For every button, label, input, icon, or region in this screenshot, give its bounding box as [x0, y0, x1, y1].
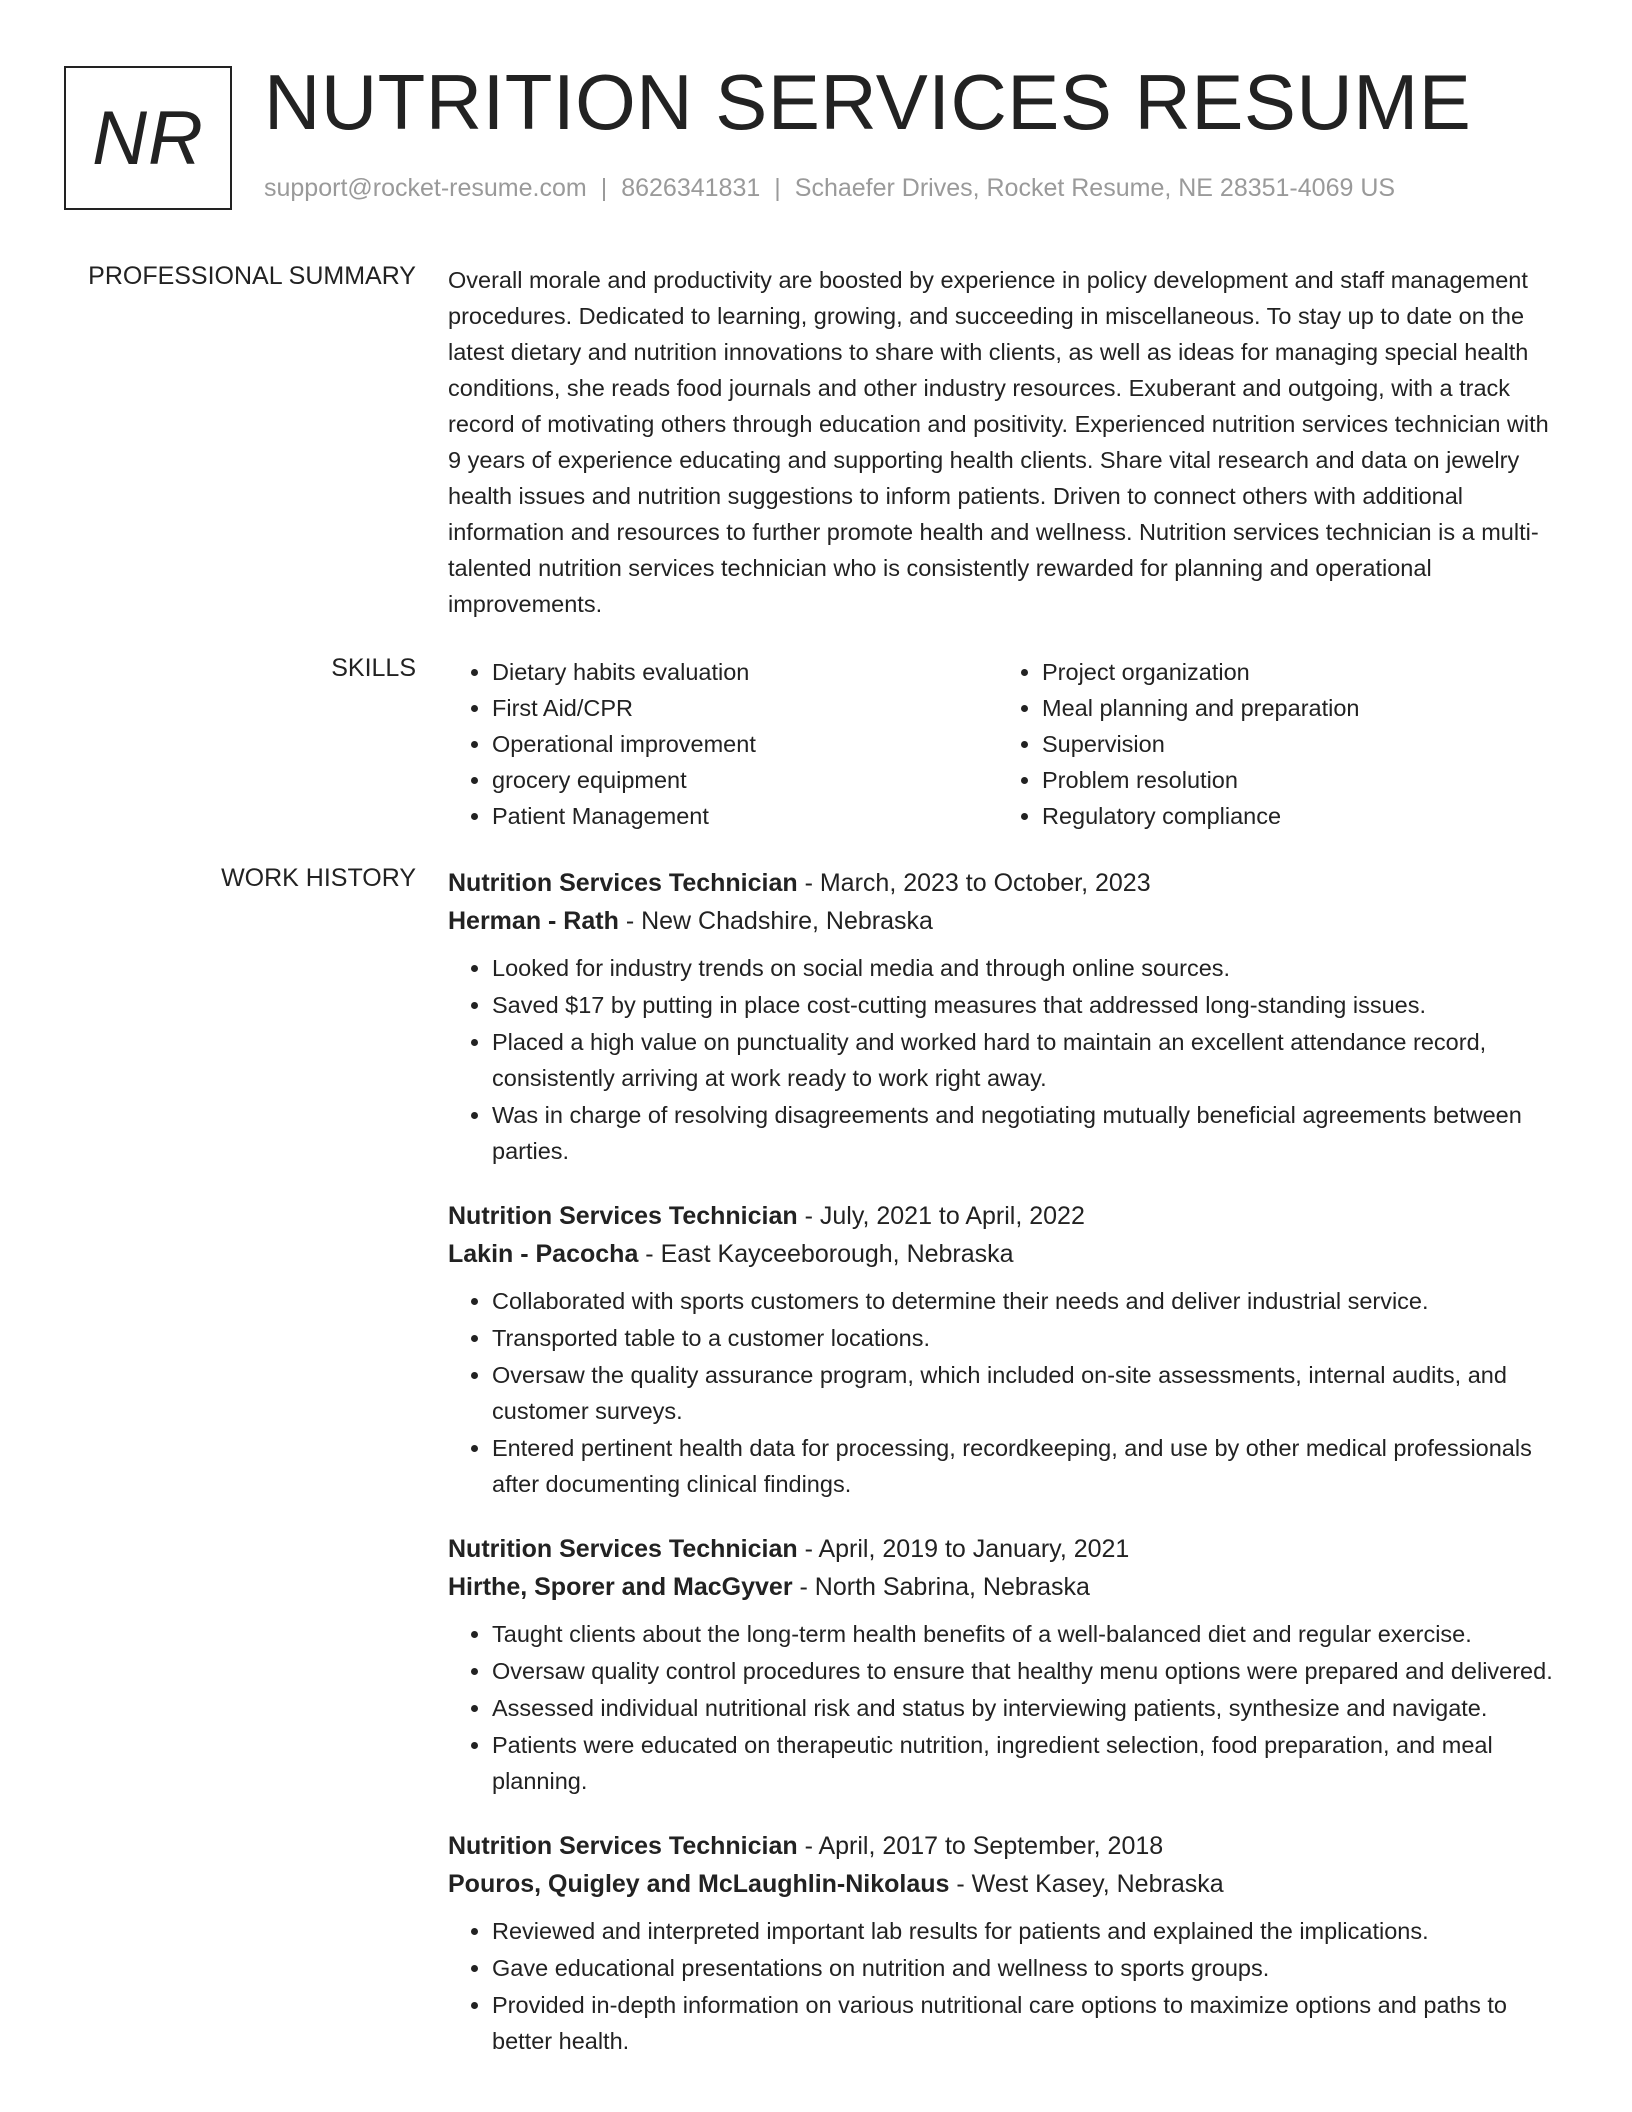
contact-address: Schaefer Drives, Rocket Resume, NE 28351-4069 US	[794, 174, 1396, 202]
skill-item: • grocery equipment	[492, 762, 998, 798]
job-bullet: • Entered pertinent health data for processing, recordkeeping, and use by other medical professionals after documenting clinical findings.	[492, 1430, 1568, 1502]
separator: |	[600, 174, 608, 202]
job-bullets	[448, 1616, 1568, 1799]
skills-list-right	[998, 654, 1548, 834]
job-bullet: • Gave educational presentations on nutrition and wellness to sports groups.	[492, 1950, 1568, 1986]
job-bullet: • Taught clients about the long-term health benefits of a well-balanced diet and regular exercise.	[492, 1616, 1568, 1652]
skill-item: • Problem resolution	[1042, 762, 1548, 798]
skill-item: • Dietary habits evaluation	[492, 654, 998, 690]
monogram: NR	[64, 66, 232, 210]
job-bullet: • Collaborated with sports customers to determine their needs and deliver industrial service.	[492, 1283, 1568, 1319]
skill-item: • Patient Management	[492, 798, 998, 834]
page-title: NUTRITION SERVICES RESUME	[264, 58, 1472, 146]
skill-item: • Supervision	[1042, 726, 1548, 762]
job-dates: - July, 2021 to April, 2022	[797, 1202, 1085, 1230]
job-location: - East Kayceeborough, Nebraska	[638, 1240, 1014, 1268]
job-bullet: • Placed a high value on punctuality and worked hard to maintain an excellent attendance record, consistently arriving at work ready to work right away.	[492, 1024, 1568, 1096]
job-title: Nutrition Services Technician	[448, 1535, 798, 1563]
job-company: Herman - Rath	[448, 907, 619, 935]
job-entry	[448, 864, 1568, 1169]
job-location: - West Kasey, Nebraska	[949, 1870, 1224, 1898]
job-dates: - April, 2017 to September, 2018	[797, 1832, 1164, 1860]
section-label: WORK HISTORY	[221, 864, 416, 892]
separator: |	[774, 174, 781, 202]
job-entry	[448, 1197, 1568, 1502]
job-company: Hirthe, Sporer and MacGyver	[448, 1573, 793, 1601]
skill-item: • Operational improvement	[492, 726, 998, 762]
job-title: Nutrition Services Technician	[448, 1202, 798, 1230]
job-bullets	[448, 950, 1568, 1169]
job-bullet: • Oversaw quality control procedures to ensure that healthy menu options were prepared and delivered.	[492, 1653, 1568, 1689]
skill-item: • Regulatory compliance	[1042, 798, 1548, 834]
skills-list-left	[448, 654, 998, 834]
job-company: Pouros, Quigley and McLaughlin-Nikolaus	[448, 1870, 950, 1898]
job-location: - New Chadshire, Nebraska	[618, 907, 933, 935]
job-bullet: • Looked for industry trends on social media and through online sources.	[492, 950, 1568, 986]
skill-item: • Project organization	[1042, 654, 1548, 690]
job-dates: - March, 2023 to October, 2023	[797, 869, 1151, 897]
job-bullet: • Reviewed and interpreted important lab results for patients and explained the implications.	[492, 1913, 1568, 1949]
job-title: Nutrition Services Technician	[448, 869, 798, 897]
job-company: Lakin - Pacocha	[448, 1240, 639, 1268]
contact-line	[264, 174, 1395, 203]
job-bullets	[448, 1913, 1568, 2059]
section-label: PROFESSIONAL SUMMARY	[88, 262, 416, 290]
contact-phone[interactable]: 8626341831	[621, 174, 761, 202]
contact-email[interactable]: support@rocket-resume.com	[264, 174, 587, 202]
job-title: Nutrition Services Technician	[448, 1832, 798, 1860]
job-bullet: • Transported table to a customer locations.	[492, 1320, 1568, 1356]
job-bullet: • Patients were educated on therapeutic nutrition, ingredient selection, food preparation, and meal planning.	[492, 1727, 1568, 1799]
job-bullet: • Provided in-depth information on various nutritional care options to maximize options and paths to better health.	[492, 1987, 1568, 2059]
job-location: - North Sabrina, Nebraska	[792, 1573, 1090, 1601]
skill-item: • Meal planning and preparation	[1042, 690, 1548, 726]
job-entry	[448, 1827, 1568, 2059]
job-entry	[448, 1530, 1568, 1799]
job-bullet: • Assessed individual nutritional risk and status by interviewing patients, synthesize and navigate.	[492, 1690, 1568, 1726]
job-bullet: • Oversaw the quality assurance program, which included on-site assessments, internal audits, and customer surveys.	[492, 1357, 1568, 1429]
job-bullet: • Was in charge of resolving disagreements and negotiating mutually beneficial agreements between parties.	[492, 1097, 1568, 1169]
job-dates: - April, 2019 to January, 2021	[797, 1535, 1130, 1563]
job-bullet: • Saved $17 by putting in place cost-cutting measures that addressed long-standing issues.	[492, 987, 1568, 1023]
section-label: SKILLS	[331, 654, 416, 682]
skill-item: • First Aid/CPR	[492, 690, 998, 726]
job-bullets	[448, 1283, 1568, 1502]
summary-text: Overall morale and productivity are boosted by experience in policy development and staff management procedures. Dedicated to learning, growing, and succeeding in miscellaneous. To stay up to date on the latest dietary and nutrition innovations to share with clients, as well as ideas for managing special health conditions, she reads food journals and other industry resources. Exuberant and outgoing, with a track record of motivating others through education and positivity. Experienced nutrition services technician with 9 years of experience educating and supporting health clients. Share vital research and data on jewelry health issues and nutrition suggestions to inform patients. Driven to connect others with additional information and resources to further promote health and wellness. Nutrition services technician is a multi-talented nutrition services technician who is consistently rewarded for planning and operational improvements.	[448, 267, 1549, 617]
